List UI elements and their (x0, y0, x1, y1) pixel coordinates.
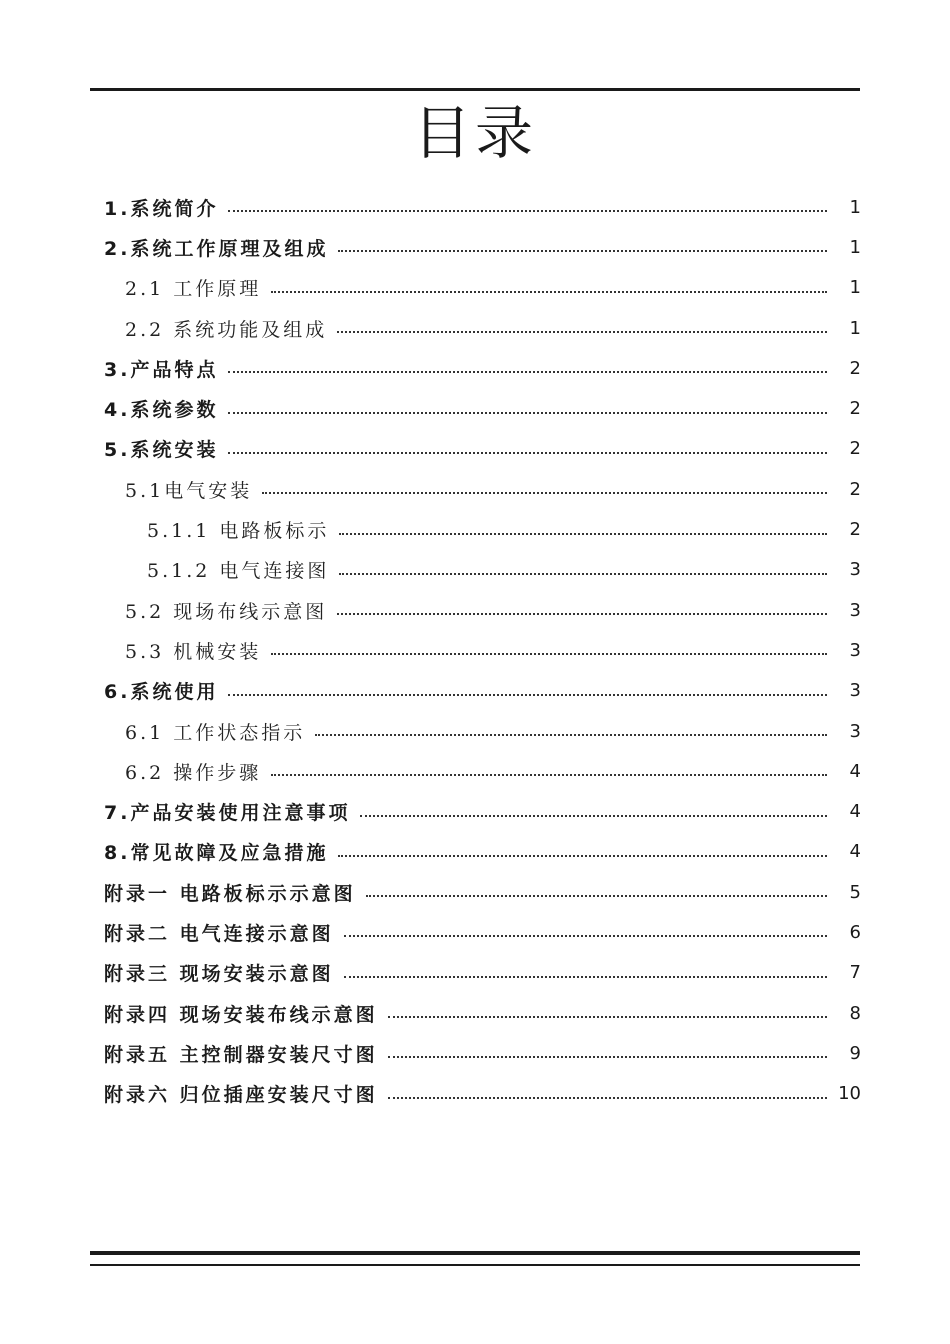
dot-leader (337, 613, 827, 615)
dot-leader (228, 452, 827, 454)
toc-entry-page: 9 (849, 1042, 861, 1064)
toc-entry[interactable] (104, 308, 861, 348)
toc-entry-page: 1 (849, 317, 861, 339)
toc-entry-page: 2 (849, 357, 861, 379)
toc-entry-label: 附录一 电路板标示示意图 (104, 882, 356, 905)
toc-entry-page: 2 (849, 438, 861, 460)
toc-entry-label: 2.系统工作原理及组成 (104, 237, 329, 260)
toc-entry-label: 附录二 电气连接示意图 (104, 922, 334, 945)
bottom-rule-thick (90, 1251, 860, 1255)
toc-entry-page: 2 (849, 478, 861, 500)
toc-entry-label: 6.1 工作状态指示 (125, 721, 306, 744)
dot-leader (271, 774, 827, 776)
toc-entry[interactable] (104, 711, 861, 751)
toc-entry-page: 3 (849, 559, 861, 581)
dot-leader (271, 291, 827, 293)
toc-entry-label: 附录五 主控制器安装尺寸图 (104, 1043, 378, 1066)
toc-entry[interactable] (104, 590, 861, 630)
toc-entry-page: 1 (849, 277, 861, 299)
toc-entry-label: 4.系统参数 (104, 399, 219, 422)
dot-leader (344, 976, 827, 978)
toc-entry[interactable] (104, 227, 861, 267)
toc-entry-page: 4 (849, 841, 861, 863)
toc-entry-label: 6.2 操作步骤 (125, 761, 262, 784)
toc-entry[interactable] (104, 550, 861, 590)
table-of-contents (104, 187, 861, 1114)
toc-entry-label: 附录六 归位插座安装尺寸图 (104, 1084, 378, 1107)
dot-leader (339, 533, 827, 535)
toc-entry[interactable] (104, 429, 861, 469)
toc-entry[interactable] (104, 953, 861, 993)
toc-entry-label: 5.2 现场布线示意图 (125, 600, 328, 623)
toc-entry-page: 4 (849, 760, 861, 782)
toc-entry-label: 5.1.1 电路板标示 (147, 520, 330, 543)
toc-entry[interactable] (104, 993, 861, 1033)
toc-entry-page: 2 (849, 519, 861, 541)
toc-entry-label: 1.系统简介 (104, 197, 219, 220)
toc-entry[interactable] (104, 671, 861, 711)
toc-entry-page: 3 (849, 720, 861, 742)
toc-entry-label: 附录四 现场安装布线示意图 (104, 1003, 378, 1026)
toc-entry-label: 附录三 现场安装示意图 (104, 963, 334, 986)
toc-entry-page: 10 (838, 1083, 861, 1105)
toc-entry-page: 2 (849, 398, 861, 420)
toc-entry-page: 3 (849, 680, 861, 702)
dot-leader (388, 1097, 827, 1099)
toc-entry-page: 5 (849, 881, 861, 903)
toc-entry[interactable] (104, 832, 861, 872)
toc-entry[interactable] (104, 872, 861, 912)
toc-entry-page: 3 (849, 639, 861, 661)
toc-entry-label: 5.1电气安装 (125, 479, 253, 502)
toc-entry-label: 2.2 系统功能及组成 (125, 318, 328, 341)
toc-entry-label: 5.3 机械安装 (125, 640, 262, 663)
dot-leader (338, 855, 827, 857)
top-rule (90, 88, 860, 91)
page-title: 目录 (412, 99, 537, 167)
toc-entry-page: 4 (849, 801, 861, 823)
toc-entry-page: 1 (849, 196, 861, 218)
dot-leader (315, 734, 827, 736)
toc-entry[interactable] (104, 1074, 861, 1114)
dot-leader (228, 210, 827, 212)
dot-leader (388, 1016, 827, 1018)
toc-entry-page: 3 (849, 599, 861, 621)
dot-leader (271, 653, 827, 655)
toc-entry[interactable] (104, 751, 861, 791)
bottom-rule-thin (90, 1264, 860, 1266)
toc-entry-page: 8 (849, 1002, 861, 1024)
toc-entry[interactable] (104, 791, 861, 831)
dot-leader (388, 1056, 827, 1058)
toc-entry-label: 5.1.2 电气连接图 (147, 560, 330, 583)
toc-entry[interactable] (104, 388, 861, 428)
toc-entry-label: 6.系统使用 (104, 681, 219, 704)
dot-leader (228, 371, 827, 373)
toc-entry-label: 7.产品安装使用注意事项 (104, 802, 351, 825)
toc-entry[interactable] (104, 1033, 861, 1073)
toc-entry[interactable] (104, 912, 861, 952)
toc-entry-page: 1 (849, 236, 861, 258)
toc-entry-page: 7 (849, 962, 861, 984)
dot-leader (366, 895, 827, 897)
dot-leader (262, 492, 827, 494)
dot-leader (337, 331, 827, 333)
toc-entry-label: 2.1 工作原理 (125, 278, 262, 301)
toc-entry[interactable] (104, 268, 861, 308)
toc-entry-label: 5.系统安装 (104, 439, 219, 462)
dot-leader (228, 412, 827, 414)
toc-entry-page: 6 (849, 921, 861, 943)
dot-leader (360, 815, 827, 817)
toc-entry-label: 3.产品特点 (104, 358, 219, 381)
toc-entry[interactable] (104, 630, 861, 670)
dot-leader (339, 573, 827, 575)
toc-entry[interactable] (104, 469, 861, 509)
toc-entry[interactable] (104, 509, 861, 549)
toc-entry[interactable] (104, 348, 861, 388)
dot-leader (228, 694, 827, 696)
dot-leader (344, 935, 827, 937)
dot-leader (338, 250, 827, 252)
toc-entry-label: 8.常见故障及应急措施 (104, 842, 329, 865)
toc-entry[interactable] (104, 187, 861, 227)
